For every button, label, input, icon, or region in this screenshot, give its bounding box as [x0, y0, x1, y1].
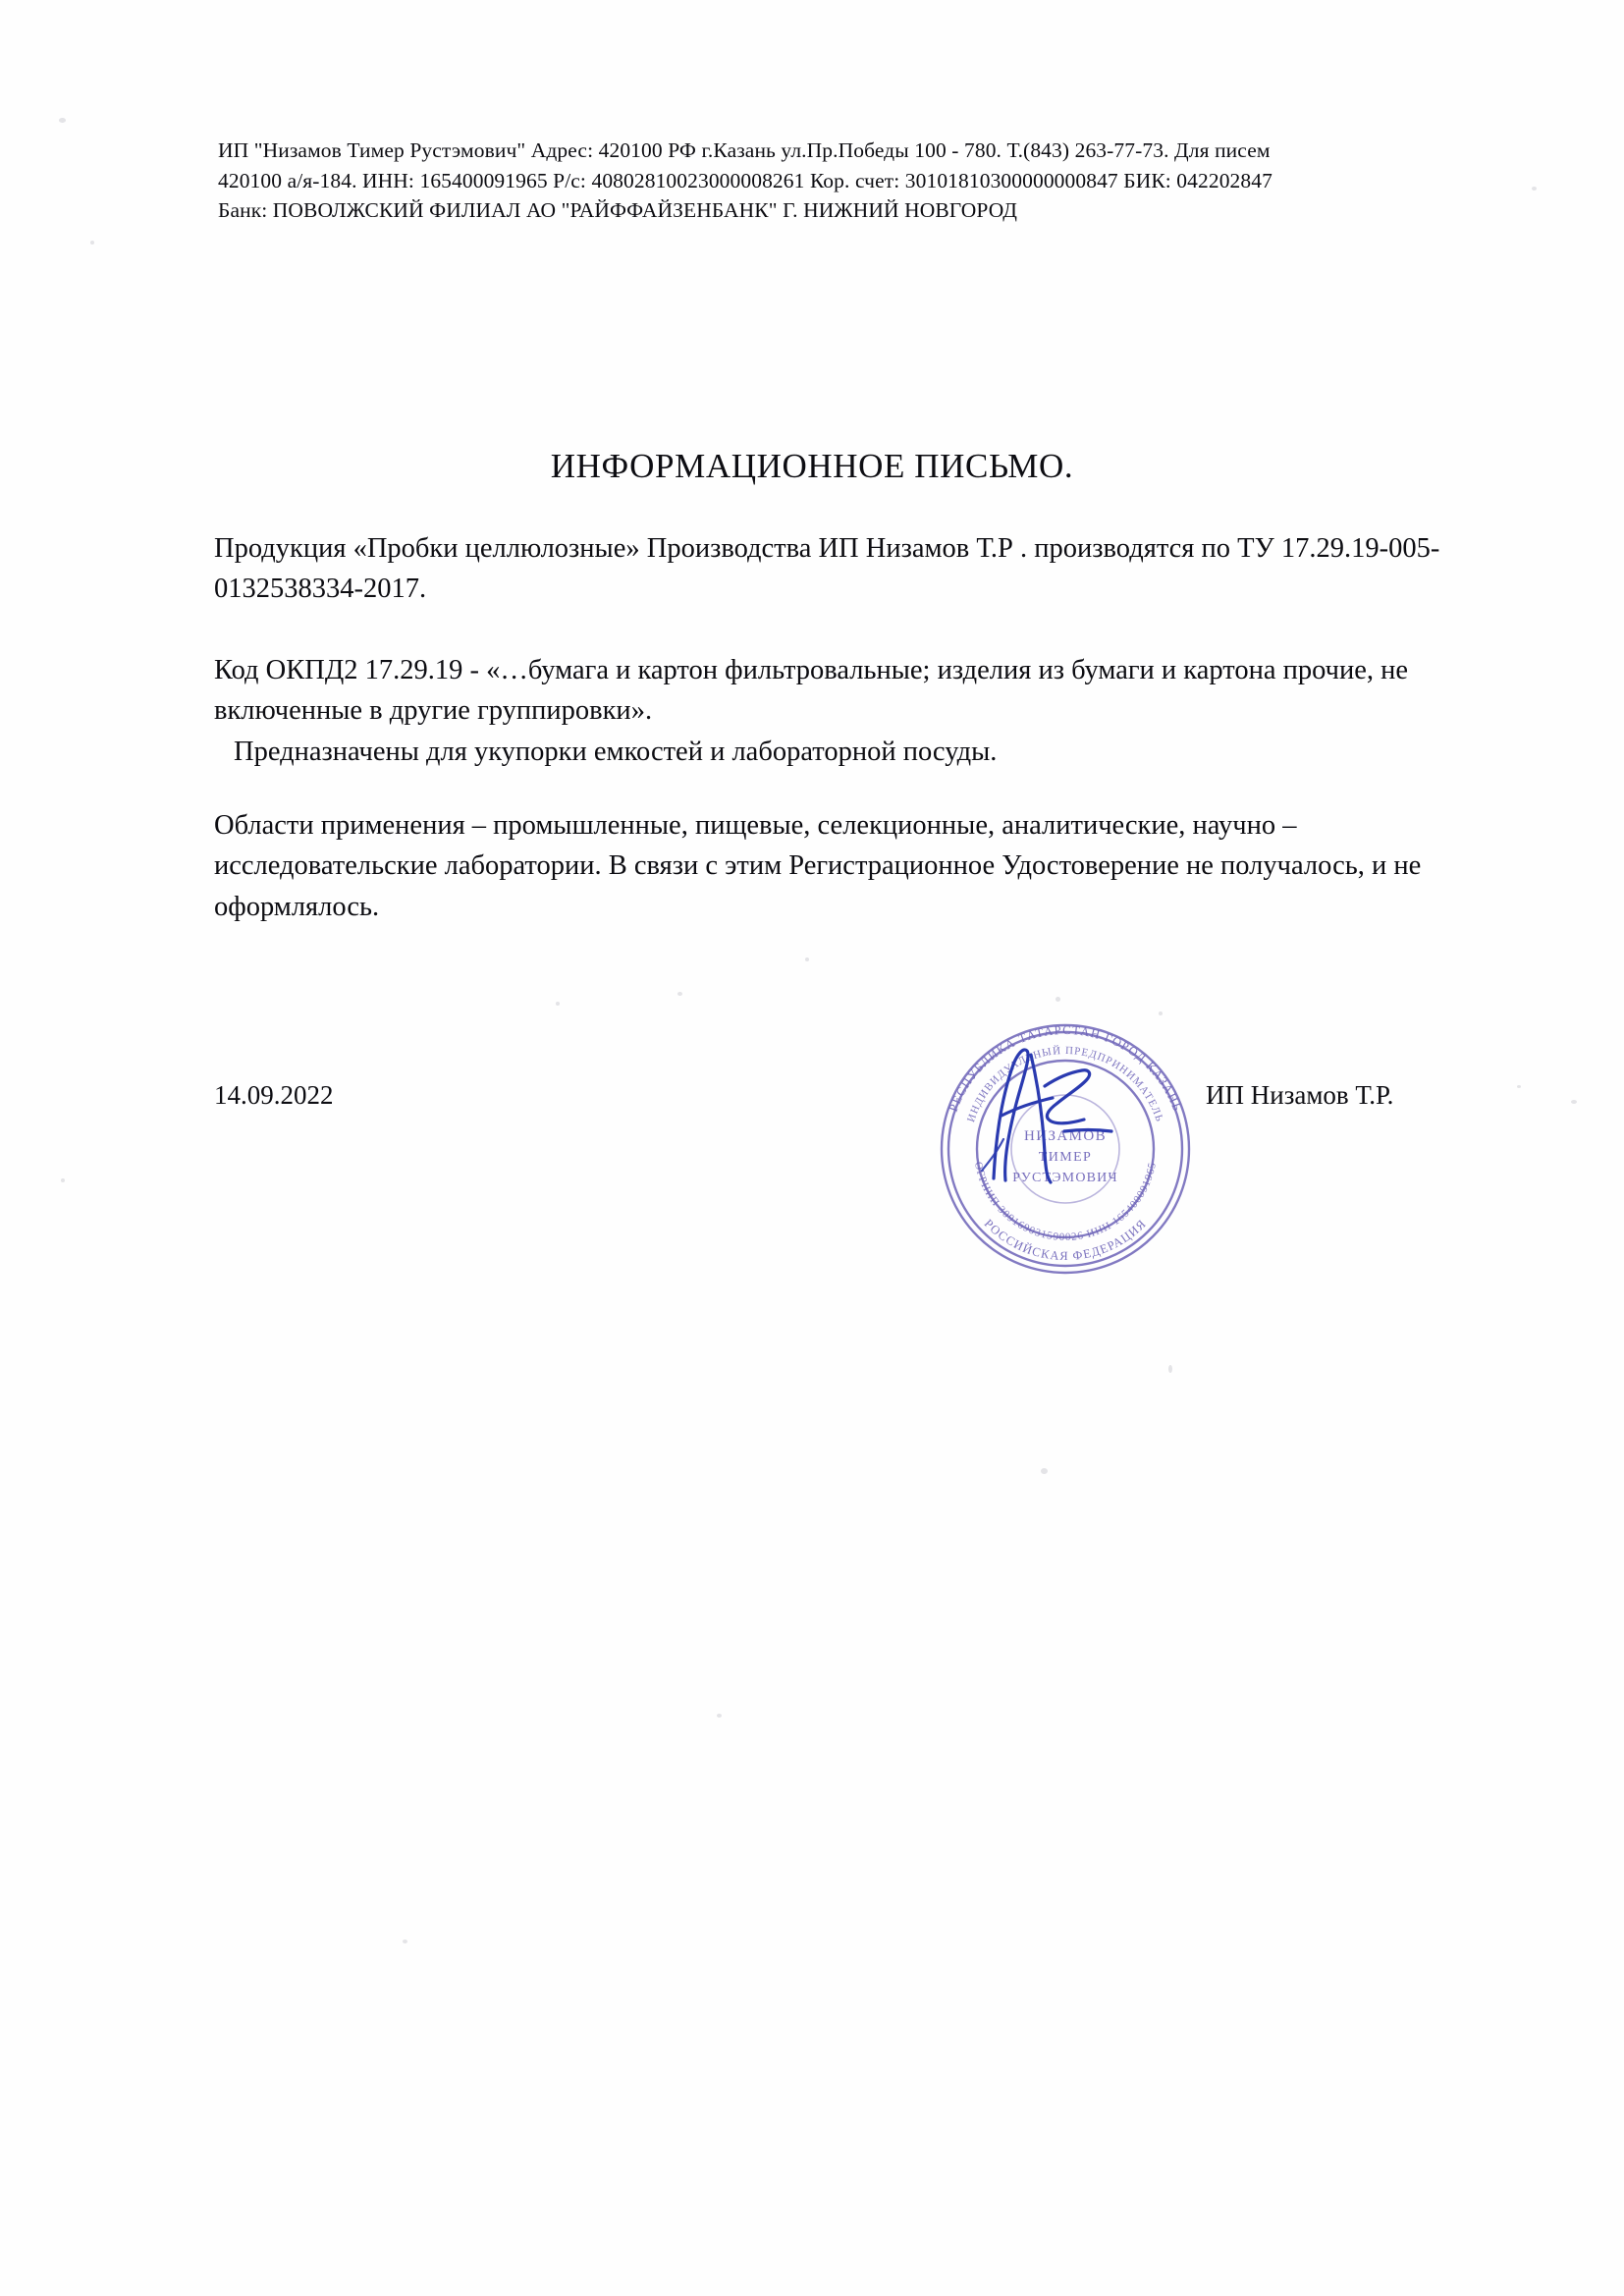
letterhead	[218, 136, 1440, 226]
letterhead-line-3: Банк: ПОВОЛЖСКИЙ ФИЛИАЛ АО "РАЙФФАЙЗЕНБАНК" Г. НИЖНИЙ НОВГОРОД	[218, 198, 1018, 223]
svg-text:ИНДИВИДУАЛЬНЫЙ ПРЕДПРИНИМАТЕЛЬ: ИНДИВИДУАЛЬНЫЙ ПРЕДПРИНИМАТЕЛЬ	[965, 1044, 1165, 1124]
svg-text:ОГРНИП 309169031590026 ИНН 1: ОГРНИП 309169031590026 ИНН 165400091965	[971, 1161, 1159, 1244]
scan-speckle	[805, 957, 809, 961]
handwritten-signature	[962, 1021, 1168, 1218]
scan-speckle	[717, 1714, 722, 1718]
paragraph-product: Продукция «Пробки целлюлозные» Производства ИП Низамов Т.Р . производятся по ТУ 17.29.19-005-0132538334-2017.	[214, 533, 1440, 605]
letterhead-line-1: ИП "Низамов Тимер Рустэмович" Адрес: 420100 РФ г.Казань ул.Пр.Победы 100 - 780. Т.(843) 263-77-73. Для писем	[218, 138, 1271, 162]
signer-name: ИП Низамов Т.Р.	[1206, 1080, 1394, 1110]
page-title: ИНФОРМАЦИОННОЕ ПИСЬМО.	[550, 447, 1074, 485]
letterhead-line-2: 420100 а/я-184. ИНН: 165400091965 Р/с: 40802810023000008261 Кор. счет: 30101810300000000847 БИК: 042202847	[218, 168, 1272, 192]
signature-date: 14.09.2022	[214, 1080, 334, 1110]
paragraph-purpose: Предназначены для укупорки емкостей и лабораторной посуды.	[234, 737, 998, 767]
scan-speckle	[1517, 1085, 1521, 1088]
svg-text:НИЗАМОВ: НИЗАМОВ	[1024, 1128, 1107, 1144]
scan-speckle	[61, 1178, 65, 1182]
scan-speckle	[1168, 1365, 1172, 1373]
scan-speckle	[59, 118, 66, 123]
scan-speckle	[90, 241, 94, 245]
svg-text:РУСТЭМОВИЧ: РУСТЭМОВИЧ	[1012, 1171, 1118, 1185]
company-round-stamp	[923, 1007, 1208, 1291]
paragraph-application: Области применения – промышленные, пищевые, селекционные, аналитические, научно – исследовательские лаборатории. В связи с этим Регистрационное Удостоверение не получалось, и не оформлялось.	[214, 810, 1422, 922]
scan-speckle	[677, 992, 682, 996]
scan-speckle	[1571, 1100, 1577, 1104]
scan-speckle	[1056, 997, 1060, 1002]
scan-speckle	[1159, 1011, 1163, 1015]
scan-speckle	[1041, 1468, 1048, 1474]
scan-speckle	[1532, 187, 1537, 191]
paragraph-okpd-code: Код ОКПД2 17.29.19 - «…бумага и картон фильтровальные; изделия из бумаги и картона прочие, не включенные в другие группировки».	[214, 655, 1408, 727]
svg-text:РОССИЙСКАЯ ФЕДЕРАЦИЯ: РОССИЙСКАЯ ФЕДЕРАЦИЯ	[981, 1216, 1150, 1263]
scan-speckle	[403, 1940, 407, 1943]
svg-text:ТИМЕР: ТИМЕР	[1038, 1150, 1093, 1165]
svg-text:РЕСПУБЛИКА ТАТАРСТАН ГОРОД КАЗ: РЕСПУБЛИКА ТАТАРСТАН ГОРОД КАЗАНЬ	[946, 1022, 1185, 1114]
scan-speckle	[556, 1002, 560, 1006]
